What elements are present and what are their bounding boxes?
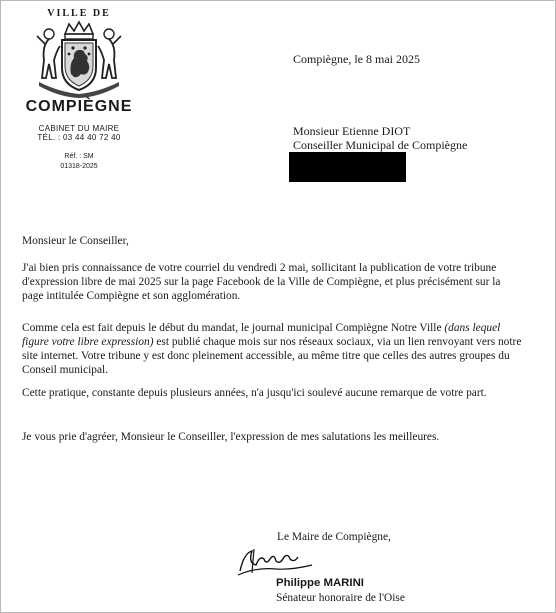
paragraph-2-start: Comme cela est fait depuis le début du mandat, le journal municipal Compiègne Notre Ville: [22, 322, 445, 334]
paragraph-3: Cette pratique, constante depuis plusieurs années, n'a jusqu'ici soulevé aucune remarque de votre part.: [22, 387, 487, 399]
handwritten-signature: [236, 543, 316, 577]
city-prefix: VILLE DE: [47, 8, 111, 19]
redacted-address: [289, 152, 406, 182]
letterhead: [14, 6, 144, 172]
coat-of-arms-icon: [29, 20, 129, 98]
paragraph-4: Je vous prie d'agréer, Monsieur le Conseiller, l'expression de mes salutations les meilleures.: [22, 431, 440, 443]
reference: [14, 152, 144, 172]
recipient-title: Conseiller Municipal de Compiègne: [293, 138, 468, 152]
paragraph-2-end: est publié chaque mois sur nos réseaux sociaux, via un lien renvoyant vers notre site internet. Votre tribune y est donc pleinement accessible, au même titre que celles des autres groupes du Conseil municipal.: [22, 336, 522, 376]
signer-name: Philippe MARINI: [276, 577, 364, 589]
sign-off: Le Maire de Compiègne,: [277, 531, 391, 543]
signer-title: Sénateur honoraire de l'Oise: [276, 592, 405, 604]
salutation: Monsieur le Conseiller,: [22, 235, 129, 247]
letter-date: Compiègne, le 8 mai 2025: [293, 52, 420, 66]
recipient-name: Monsieur Etienne DIOT: [293, 124, 411, 138]
paragraph-2-italic: (dans lequel figure votre libre expression): [22, 322, 501, 348]
phone-number: TÉL. : 03 44 40 72 40: [37, 133, 121, 142]
cabinet-label: CABINET DU MAIRE: [38, 124, 120, 133]
city-name: COMPIÈGNE: [25, 98, 133, 115]
reference-label: Réf. : SM: [64, 153, 94, 160]
paragraph-2: [22, 321, 522, 377]
reference-number: 01318-2025: [60, 163, 98, 170]
paragraph-1: J'ai bien pris connaissance de votre courriel du vendredi 2 mai, sollicitant la publication de votre tribune d'expression libre de mai 2025 sur la page Facebook de la Ville de Compiègne, et plus précisément sur la page intitulée Compiègne et son agglomération.: [22, 262, 501, 302]
recipient-block: [293, 124, 467, 152]
